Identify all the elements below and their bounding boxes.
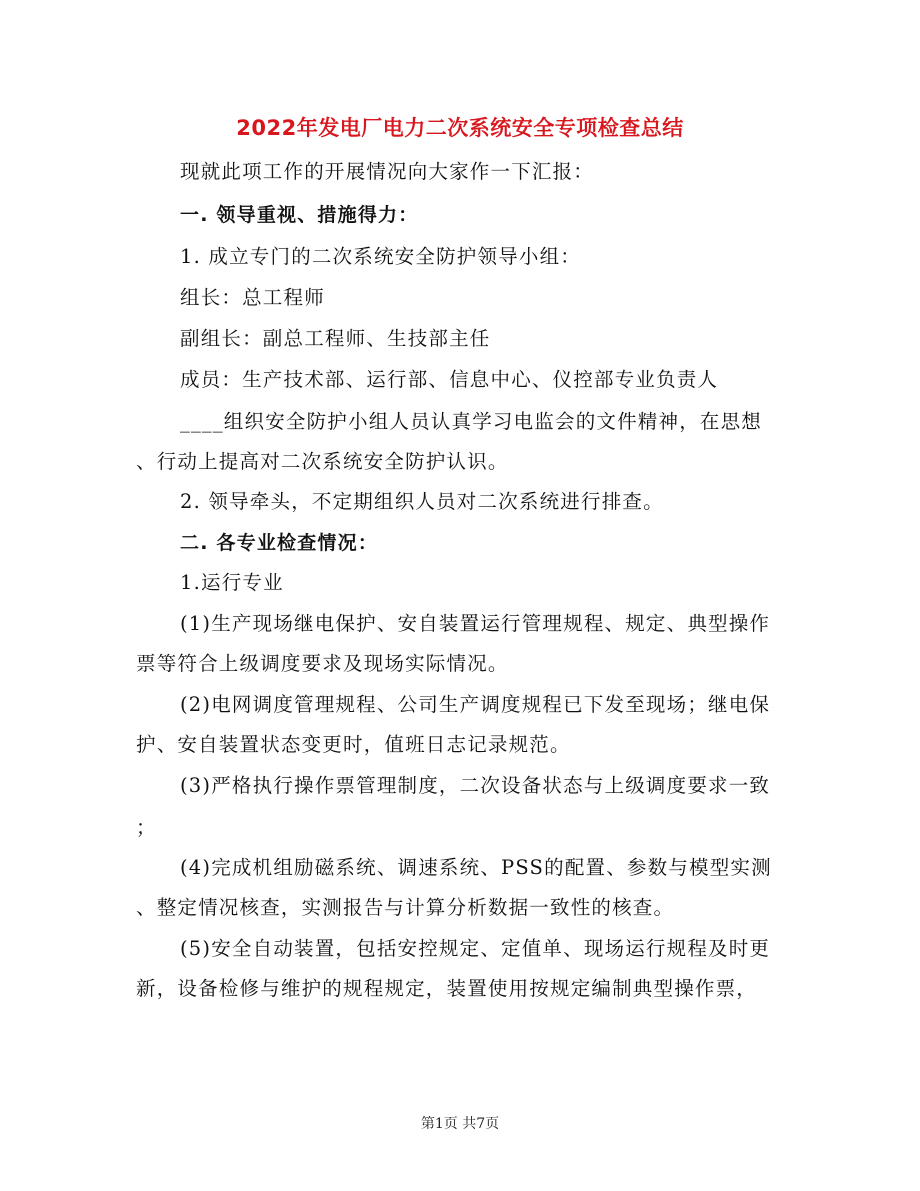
subsection-heading: 1.运行专业	[180, 571, 284, 594]
item-1-line: 1. 成立专门的二次系统安全防护领导小组：	[180, 245, 582, 268]
paragraph-line: ____组织安全防护小组人员认真学习电监会的文件精神，在思想	[180, 410, 763, 433]
list-item-line: ；	[136, 816, 157, 839]
document-title: 2022年发电厂电力二次系统安全专项检查总结	[236, 116, 684, 140]
list-item-line: (1)生产现场继电保护、安自装置运行管理规程、规定、典型操作	[180, 612, 771, 635]
section-heading-1: 一. 领导重视、措施得力：	[180, 204, 419, 226]
deputy-leader-line: 副组长：副总工程师、生技部主任	[180, 327, 491, 350]
item-2-line: 2. 领导牵头，不定期组织人员对二次系统进行排查。	[180, 490, 664, 513]
intro-line: 现就此项工作的开展情况向大家作一下汇报：	[180, 160, 595, 183]
section-heading-2: 二. 各专业检查情况：	[180, 532, 379, 554]
list-item-line: 新，设备检修与维护的规程规定，装置使用按规定编制典型操作票，	[136, 977, 758, 1000]
list-item-line: 、整定情况核查，实测报告与计算分析数据一致性的核查。	[136, 896, 675, 919]
team-leader-line: 组长：总工程师	[180, 286, 325, 309]
list-item-line: (4)完成机组励磁系统、调速系统、PSS的配置、参数与模型实测	[180, 856, 772, 879]
list-item-line: 护、安自装置状态变更时，值班日志记录规范。	[136, 733, 571, 756]
paragraph-line: 、行动上提高对二次系统安全防护认识。	[136, 450, 509, 473]
page-number: 第1页 共7页	[420, 1116, 500, 1132]
list-item-line: 票等符合上级调度要求及现场实际情况。	[136, 652, 509, 675]
list-item-line: (5)安全自动装置，包括安控规定、定值单、现场运行规程及时更	[180, 937, 771, 960]
list-item-line: (2)电网调度管理规程、公司生产调度规程已下发至现场；继电保	[180, 693, 771, 716]
members-line: 成员：生产技术部、运行部、信息中心、仪控部专业负责人	[180, 368, 719, 391]
list-item-line: (3)严格执行操作票管理制度，二次设备状态与上级调度要求一致	[180, 774, 771, 797]
